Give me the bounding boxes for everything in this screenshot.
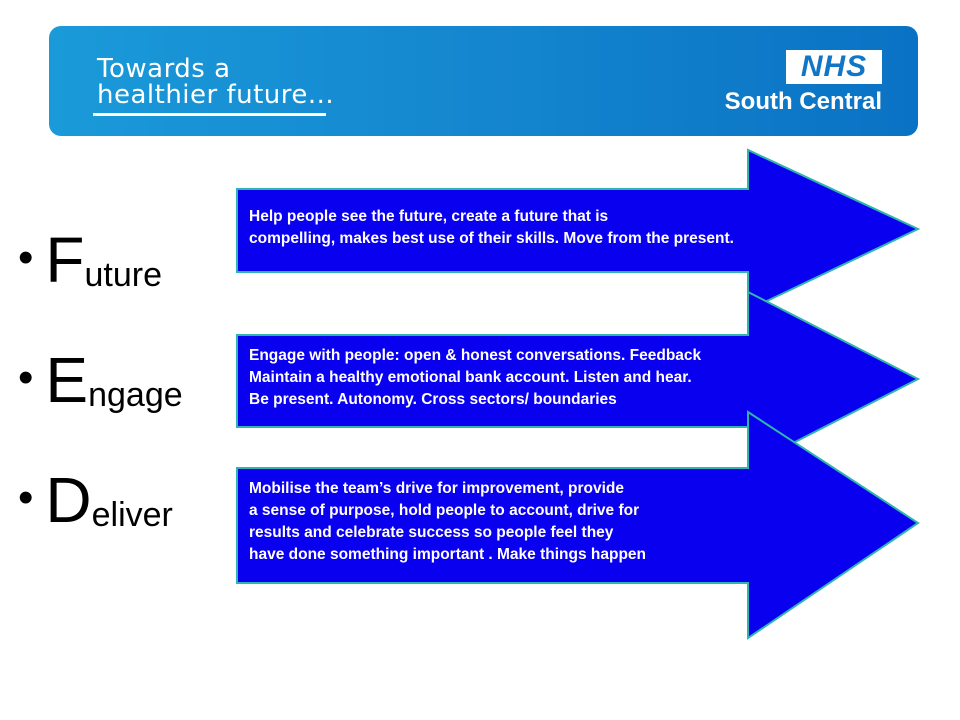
arrow-text-line: Maintain a healthy emotional bank account. Listen and hear. bbox=[249, 369, 692, 386]
arrow-text-line: Help people see the future, create a future that is bbox=[249, 208, 609, 225]
bullet-dot-icon: • bbox=[18, 233, 34, 282]
arrow-deliver-text bbox=[249, 478, 646, 566]
bullet-dot-icon: • bbox=[18, 473, 34, 522]
tagline-line-2: healthier future... bbox=[97, 80, 335, 110]
bullet-rest: ngage bbox=[88, 376, 183, 414]
bullet-rest: uture bbox=[84, 256, 162, 294]
arrow-text-line: results and celebrate success so people feel they bbox=[249, 524, 614, 541]
bullet-rest: eliver bbox=[91, 496, 173, 534]
arrow-text-line: have done something important . Make things happen bbox=[249, 546, 647, 563]
nhs-logo-box: NHS bbox=[786, 50, 882, 84]
arrow-text-line: a sense of purpose, hold people to account, drive for bbox=[249, 502, 640, 519]
arrow-text-line: Mobilise the team’s drive for improvement, provide bbox=[249, 480, 624, 497]
bullet-initial: F bbox=[45, 224, 85, 296]
region-name: South Central bbox=[724, 88, 882, 115]
bullet-dot-icon: • bbox=[18, 353, 34, 402]
arrow-text-line: Be present. Autonomy. Cross sectors/ boundaries bbox=[249, 391, 617, 408]
bullet-initial: E bbox=[45, 344, 89, 416]
bullet-initial: D bbox=[45, 464, 92, 536]
arrow-text-line: Engage with people: open & honest conversations. Feedback bbox=[249, 347, 702, 364]
arrow-text-line: compelling, makes best use of their skills. Move from the present. bbox=[249, 230, 734, 247]
tagline-line-1: Towards a bbox=[97, 54, 231, 84]
